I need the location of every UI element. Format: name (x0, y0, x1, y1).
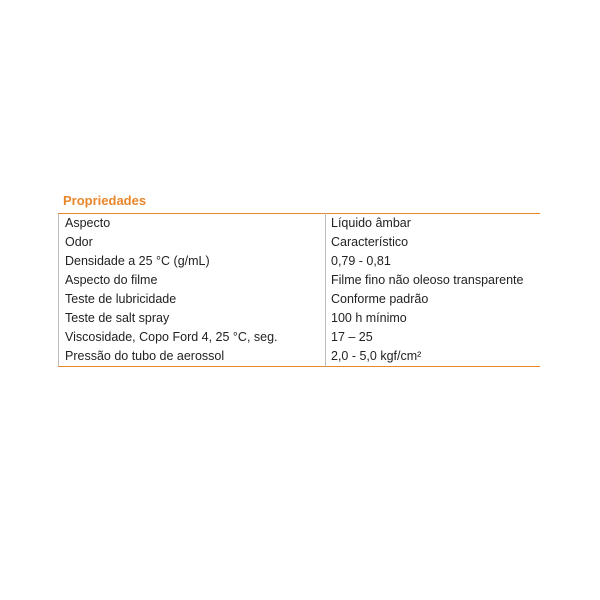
property-name: Densidade a 25 °C (g/mL) (59, 252, 326, 271)
property-value: 17 – 25 (331, 330, 373, 344)
property-value: 2,0 - 5,0 kgf/cm² (331, 349, 422, 363)
property-value: 100 h mínimo (331, 311, 407, 325)
property-value: Líquido âmbar (331, 216, 411, 230)
property-name: Teste de lubricidade (59, 290, 326, 309)
property-name: Viscosidade, Copo Ford 4, 25 °C, seg. (59, 328, 326, 347)
table-row (59, 328, 541, 347)
table-row (59, 290, 541, 309)
table-row (59, 347, 541, 367)
properties-section (58, 192, 540, 210)
property-value: 0,79 - 0,81 (331, 254, 391, 268)
table-row (59, 271, 541, 290)
section-title: Propriedades (63, 193, 147, 208)
property-name: Aspecto do filme (59, 271, 326, 290)
property-name: Pressão do tubo de aerossol (59, 347, 326, 367)
property-name: Odor (59, 233, 326, 252)
property-value: Conforme padrão (331, 292, 429, 306)
table-row (59, 309, 541, 328)
properties-table (58, 213, 540, 367)
property-value: Característico (331, 235, 409, 249)
table-row (59, 214, 541, 234)
property-name: Aspecto (59, 214, 326, 234)
property-name: Teste de salt spray (59, 309, 326, 328)
table-row (59, 233, 541, 252)
table-row (59, 252, 541, 271)
property-value: Filme fino não oleoso transparente (331, 273, 524, 287)
